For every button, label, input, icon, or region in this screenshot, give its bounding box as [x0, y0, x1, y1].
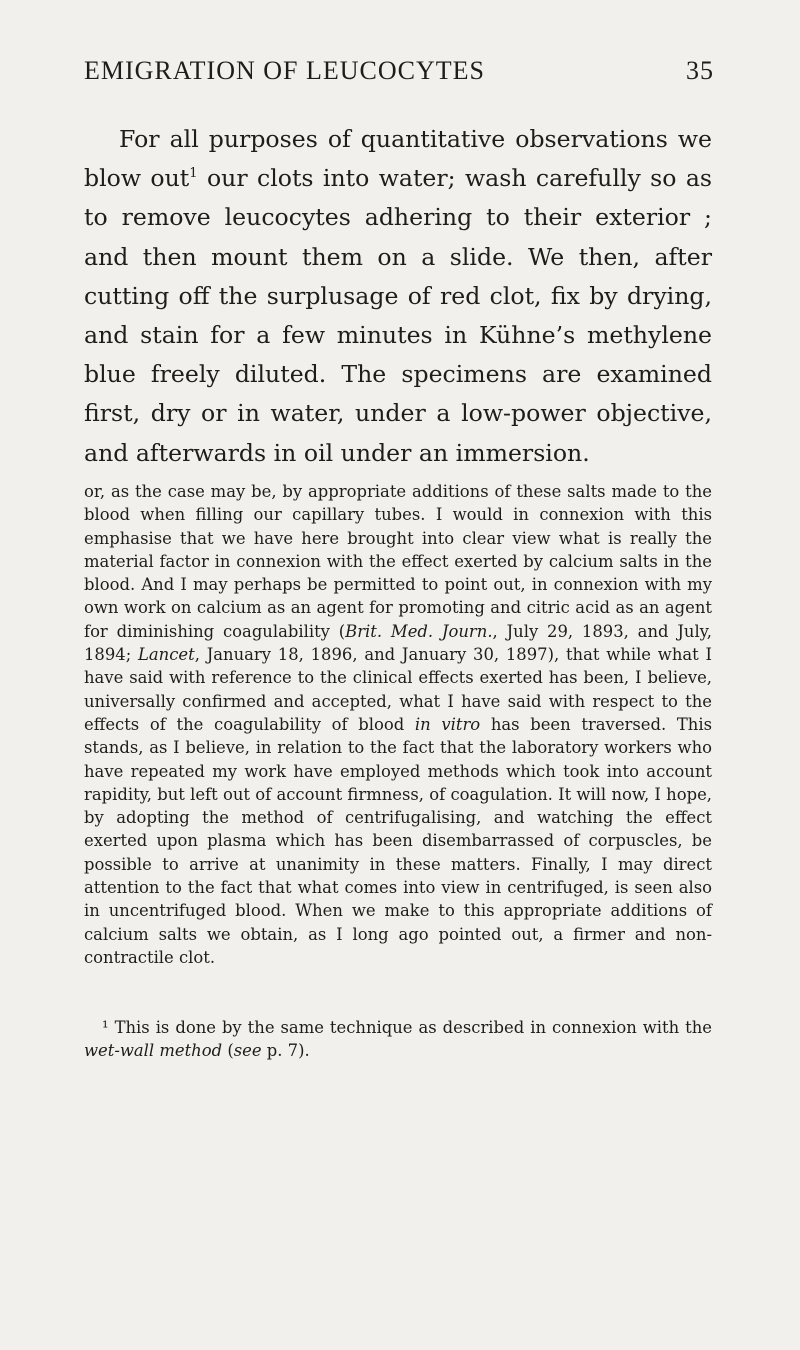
main-text — [84, 120, 712, 473]
running-title: EMIGRATION OF LEUCOCYTES — [84, 56, 485, 85]
page-number: 35 — [686, 56, 714, 85]
footnote-1: ¹ This is done by the same technique as described in connexion with the wet-wall method (see p. 7). — [84, 1018, 713, 1061]
body-paragraph: For all purposes of quantitative observations we blow out$^1$ our clots into water; wash carefully so as to remove leucocytes adhering to their exterior ; and then mount them on a slide. We then, after cutting off the surplusage of red clot, fix by drying, and stain for a few minutes in Kühne’s methylene blue freely diluted. The specimens are examined first, dry or in water, under a low-power objective, and afterwards in oil under an immersion. — [84, 125, 712, 467]
footnote-marker: ¹ — [102, 1018, 115, 1037]
footnote-continued: or, as the case may be, by appropriate additions of these salts made to the blood when filling our capillary tubes. I would in connexion with this emphasise that we have here brought into clear view what is really the material factor in connexion with the effect exerted by calcium salts in the blood. And I may perhaps be permitted to point out, in connexion with my own work on calcium as an agent for promoting and citric acid as an agent for diminishing coagulability (Brit. Med. Journ., July 29, 1893, and July, 1894; Lancet, January 18, 1896, and January 30, 1897), that while what I have said with reference to the clinical effects exerted has been, I believe, universally confirmed and accepted, what I have said with respect to the effects of the coagulability of blood in vitro has been traversed. This stands, as I believe, in relation to the fact that the laboratory workers who have repeated my work have employed methods which took into account rapidity, but left out of account firmness, of coagulation. It will now, I hope, by adopting the method of centrifugalising, and watching the effect exerted upon plasma which has been disembarrassed of corpuscles, be possible to arrive at unanimity in these matters. Finally, I may direct attention to the fact that what comes into view in centrifuged, is seen also in uncentrifuged blood. When we make to this appropriate additions of calcium salts we obtain, as I long ago pointed out, a firmer and non-contractile clot. — [84, 482, 712, 967]
footnote-reference: 1 — [189, 166, 198, 182]
running-header — [84, 56, 714, 96]
